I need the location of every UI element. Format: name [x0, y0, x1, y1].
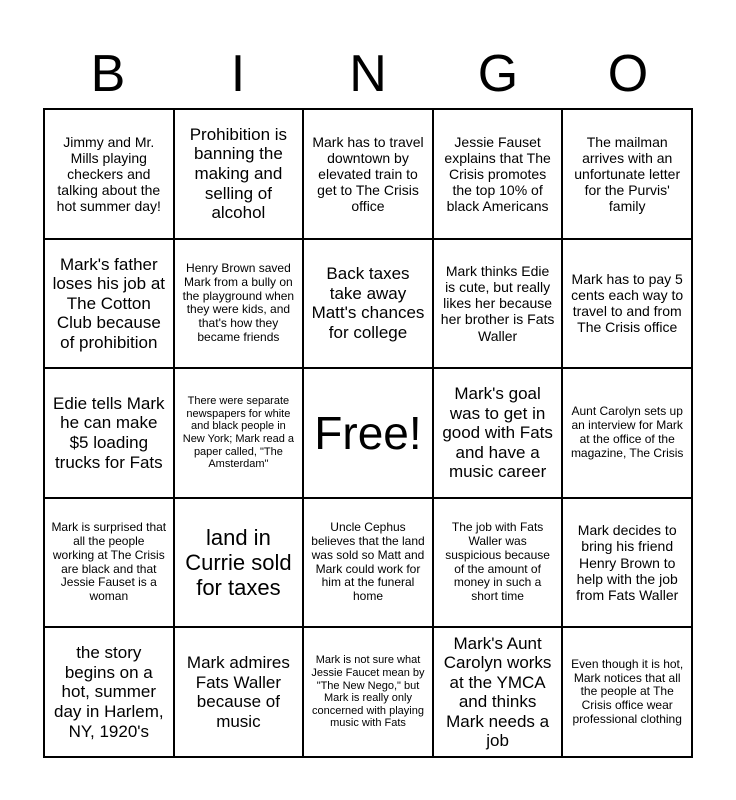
bingo-cell: Mark decides to bring his friend Henry Brown to help with the job from Fats Waller	[562, 498, 692, 628]
header-letter-o: O	[607, 45, 649, 103]
bingo-cell: Even though it is hot, Mark notices that all the people at The Crisis office wear professional clothing	[562, 627, 692, 757]
bingo-cell: Jessie Fauset explains that The Crisis promotes the top 10% of black Americans	[433, 109, 563, 239]
bingo-cell: Prohibition is banning the making and selling of alcohol	[174, 109, 304, 239]
bingo-cell: land in Currie sold for taxes	[174, 498, 304, 628]
bingo-cell: Mark has to pay 5 cents each way to travel to and from The Crisis office	[562, 239, 692, 369]
bingo-cell: the story begins on a hot, summer day in Harlem, NY, 1920's	[44, 627, 174, 757]
header-letter-b: B	[90, 45, 126, 103]
free-space: Free!	[303, 368, 433, 498]
bingo-cell: Jimmy and Mr. Mills playing checkers and talking about the hot summer day!	[44, 109, 174, 239]
bingo-cell: Edie tells Mark he can make $5 loading trucks for Fats	[44, 368, 174, 498]
bingo-cell: Uncle Cephus believes that the land was sold so Matt and Mark could work for him at the funeral home	[303, 498, 433, 628]
header-letter-g: G	[477, 45, 519, 103]
bingo-cell: Aunt Carolyn sets up an interview for Mark at the office of the magazine, The Crisis	[562, 368, 692, 498]
bingo-cell: Mark is not sure what Jessie Faucet mean by "The New Nego," but Mark is really only concerned with playing music with Fats	[303, 627, 433, 757]
bingo-cell: Henry Brown saved Mark from a bully on the playground when they were kids, and that's how they became friends	[174, 239, 304, 369]
bingo-cell: Mark thinks Edie is cute, but really likes her because her brother is Fats Waller	[433, 239, 563, 369]
bingo-cell: There were separate newspapers for white and black people in New York; Mark read a paper called, "The Amsterdam"	[174, 368, 304, 498]
bingo-cell: Mark has to travel downtown by elevated train to get to The Crisis office	[303, 109, 433, 239]
bingo-cell: Mark's goal was to get in good with Fats and have a music career	[433, 368, 563, 498]
bingo-cell: The mailman arrives with an unfortunate letter for the Purvis' family	[562, 109, 692, 239]
bingo-cell: Mark is surprised that all the people working at The Crisis are black and that Jessie Fauset is a woman	[44, 498, 174, 628]
bingo-cell: Mark admires Fats Waller because of music	[174, 627, 304, 757]
bingo-cell: Mark's Aunt Carolyn works at the YMCA and thinks Mark needs a job	[433, 627, 563, 757]
bingo-cell: Back taxes take away Matt's chances for college	[303, 239, 433, 369]
header-letter-i: I	[230, 45, 246, 103]
bingo-grid	[43, 108, 693, 758]
bingo-header	[43, 40, 693, 108]
bingo-cell: Mark's father loses his job at The Cotton Club because of prohibition	[44, 239, 174, 369]
bingo-cell: The job with Fats Waller was suspicious because of the amount of money in such a short time	[433, 498, 563, 628]
header-letter-n: N	[349, 45, 387, 103]
